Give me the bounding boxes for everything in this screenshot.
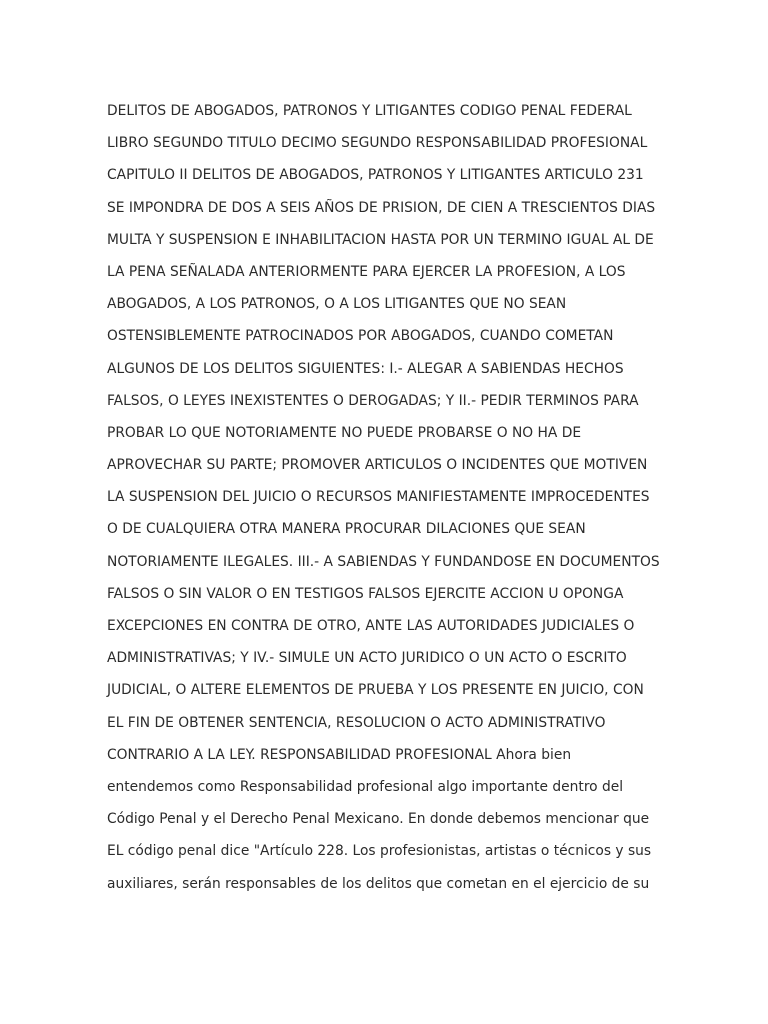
text-line-16: FALSOS O SIN VALOR O EN TESTIGOS FALSOS EJERCITE ACCION U OPONGA: [107, 585, 624, 602]
text-line-14: O DE CUALQUIERA OTRA MANERA PROCURAR DILACIONES QUE SEAN: [107, 521, 586, 538]
text-line-4: SE IMPONDRA DE DOS A SEIS AÑOS DE PRISION, DE CIEN A TRESCIENTOS DIAS: [107, 199, 656, 216]
text-line-8: OSTENSIBLEMENTE PATROCINADOS POR ABOGADOS, CUANDO COMETAN: [107, 328, 614, 345]
text-line-13: LA SUSPENSION DEL JUICIO O RECURSOS MANIFIESTAMENTE IMPROCEDENTES: [107, 489, 650, 506]
text-line-19: JUDICIAL, O ALTERE ELEMENTOS DE PRUEBA Y LOS PRESENTE EN JUICIO, CON: [107, 682, 644, 699]
text-line-18: ADMINISTRATIVAS; Y IV.- SIMULE UN ACTO JURIDICO O UN ACTO O ESCRITO: [107, 650, 627, 667]
text-line-20: EL FIN DE OBTENER SENTENCIA, RESOLUCION O ACTO ADMINISTRATIVO: [107, 714, 606, 731]
text-line-5: MULTA Y SUSPENSION E INHABILITACION HASTA POR UN TERMINO IGUAL AL DE: [107, 231, 654, 248]
text-line-11: PROBAR LO QUE NOTORIAMENTE NO PUEDE PROBARSE O NO HA DE: [107, 424, 582, 441]
text-line-1: DELITOS DE ABOGADOS, PATRONOS Y LITIGANTES CODIGO PENAL FEDERAL: [107, 103, 632, 119]
text-line-9: ALGUNOS DE LOS DELITOS SIGUIENTES: I.- ALEGAR A SABIENDAS HECHOS: [107, 360, 624, 377]
text-line-12: APROVECHAR SU PARTE; PROMOVER ARTICULOS O INCIDENTES QUE MOTIVEN: [107, 457, 648, 474]
text-line-6: LA PENA SEÑALADA ANTERIORMENTE PARA EJERCER LA PROFESION, A LOS: [107, 263, 626, 280]
text-line-23: Código Penal y el Derecho Penal Mexicano. En donde debemos mencionar que: [107, 811, 650, 828]
document-body: [107, 100, 707, 905]
text-line-7: ABOGADOS, A LOS PATRONOS, O A LOS LITIGANTES QUE NO SEAN: [107, 296, 567, 313]
text-line-15: NOTORIAMENTE ILEGALES. III.- A SABIENDAS Y FUNDANDOSE EN DOCUMENTOS: [107, 553, 660, 570]
text-line-17: EXCEPCIONES EN CONTRA DE OTRO, ANTE LAS AUTORIDADES JUDICIALES O: [107, 618, 635, 634]
text-line-21: CONTRARIO A LA LEY. RESPONSABILIDAD PROFESIONAL Ahora bien: [107, 746, 572, 763]
text-line-25: auxiliares, serán responsables de los delitos que cometan en el ejercicio de su: [107, 875, 650, 892]
text-line-10: FALSOS, O LEYES INEXISTENTES O DEROGADAS; Y II.- PEDIR TERMINOS PARA: [107, 392, 639, 409]
text-line-24: EL código penal dice "Artículo 228. Los profesionistas, artistas o técnicos y sus: [107, 843, 652, 860]
text-line-2: LIBRO SEGUNDO TITULO DECIMO SEGUNDO RESPONSABILIDAD PROFESIONAL: [107, 135, 648, 152]
text-line-3: CAPITULO II DELITOS DE ABOGADOS, PATRONOS Y LITIGANTES ARTICULO 231: [107, 167, 644, 184]
text-line-22: entendemos como Responsabilidad profesional algo importante dentro del: [107, 778, 624, 795]
